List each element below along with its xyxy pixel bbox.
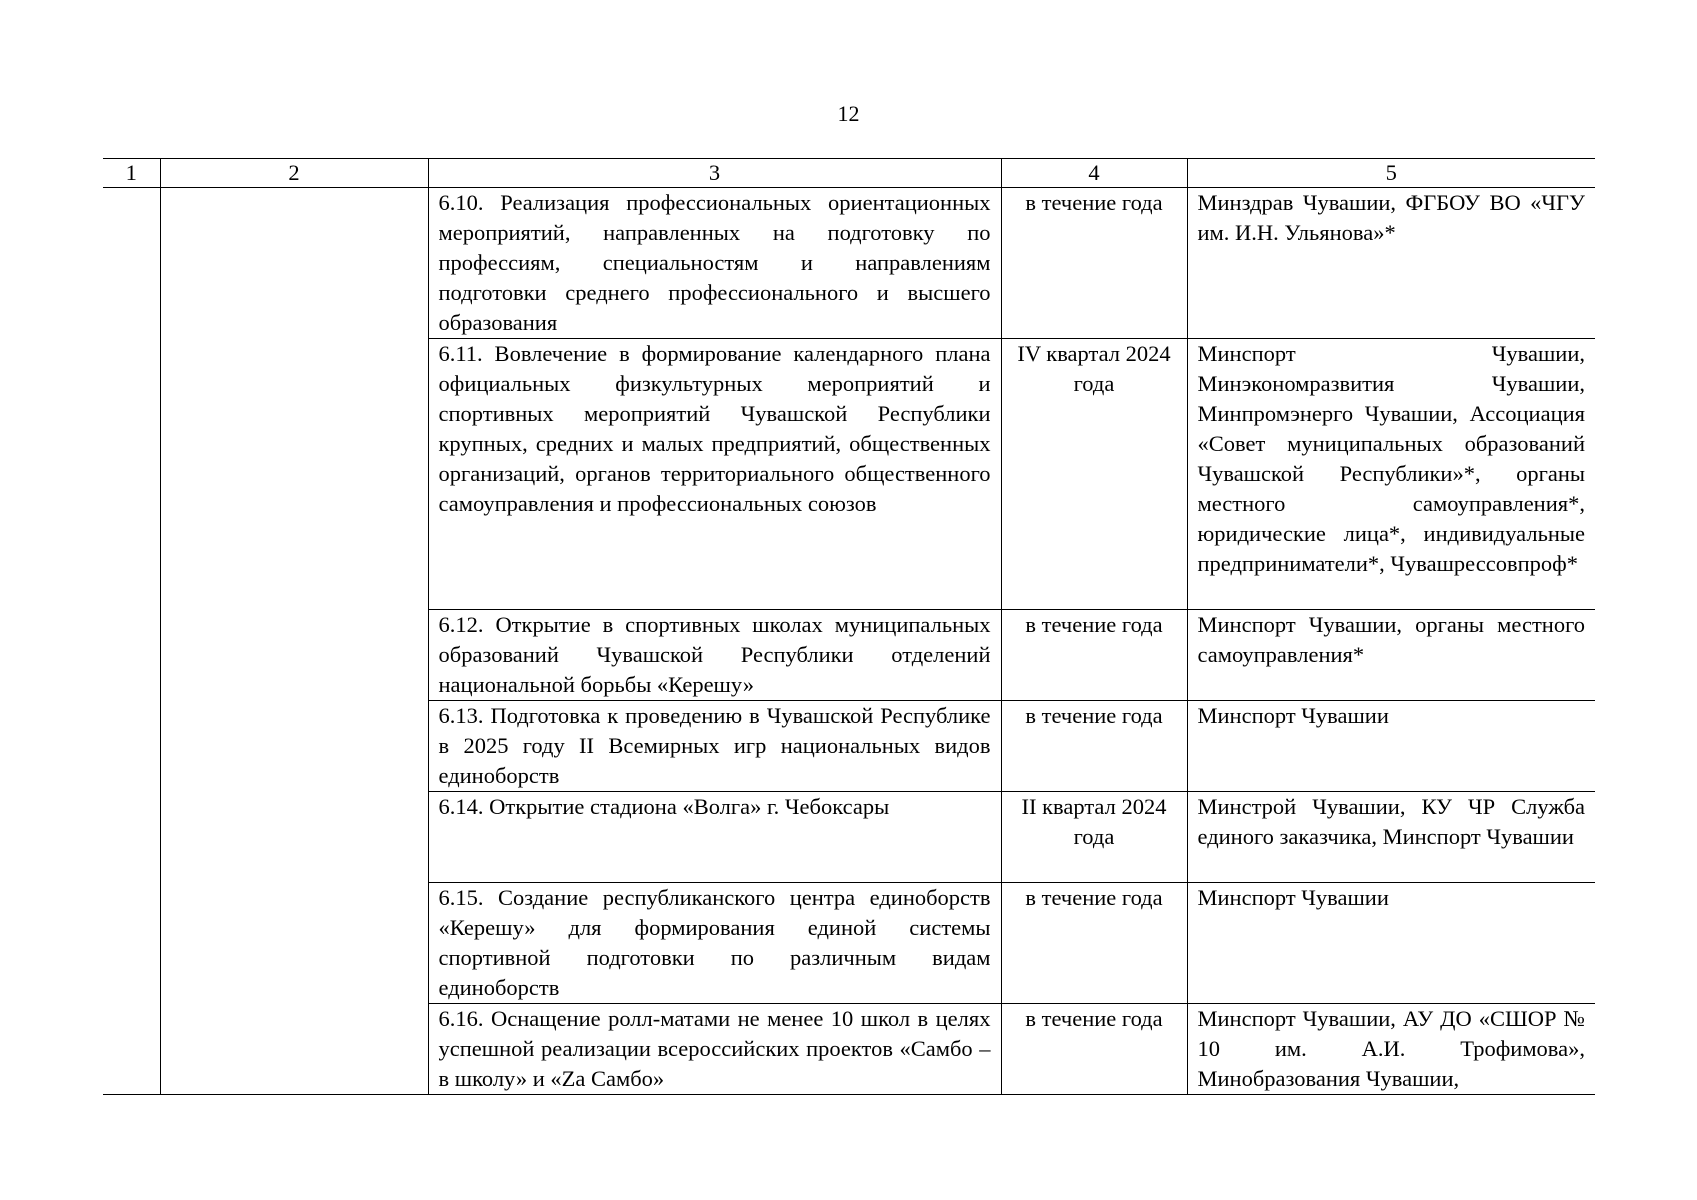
measure-cell: 6.11. Вовлечение в формирование календарного плана официальных физкультурных мероприятий и спортивных мероприятий Чувашской Республики крупных, средних и малых предприятий, общественных организаций, органов территориального общественного самоуправления и профессиональных союзов bbox=[428, 339, 1001, 610]
column-header-1: 1 bbox=[103, 159, 160, 188]
measure-cell: 6.12. Открытие в спортивных школах муниципальных образований Чувашской Республики отделений национальной борьбы «Керешу» bbox=[428, 610, 1001, 701]
measure-cell: 6.15. Создание республиканского центра единоборств «Керешу» для формирования единой системы спортивной подготовки по различным видам единоборств bbox=[428, 883, 1001, 1004]
measure-cell: 6.16. Оснащение ролл-матами не менее 10 школ в целях успешной реализации всероссийских проектов «Самбо – в школу» и «Za Самбо» bbox=[428, 1004, 1001, 1095]
term-cell: в течение года bbox=[1001, 188, 1187, 339]
responsible-cell: Минстрой Чувашии, КУ ЧР Служба единого заказчика, Минспорт Чувашии bbox=[1187, 792, 1595, 883]
column-header-3: 3 bbox=[428, 159, 1001, 188]
responsible-cell: Минспорт Чувашии bbox=[1187, 701, 1595, 792]
page-number: 12 bbox=[837, 101, 860, 126]
responsible-cell: Минспорт Чувашии, Минэкономразвития Чувашии, Минпромэнерго Чувашии, Ассоциация «Совет муниципальных образований Чувашской Республики»*, органы местного самоуправления*, юридические лица*, индивидуальные предприниматели*, Чувашрессовпроф* bbox=[1187, 339, 1595, 610]
table-header-row bbox=[103, 159, 1595, 188]
responsible-cell: Минспорт Чувашии bbox=[1187, 883, 1595, 1004]
term-cell: IV квартал 2024 года bbox=[1001, 339, 1187, 610]
responsible-cell: Минздрав Чувашии, ФГБОУ ВО «ЧГУ им. И.Н. Ульянова»* bbox=[1187, 188, 1595, 339]
column-header-5: 5 bbox=[1187, 159, 1595, 188]
column-header-2: 2 bbox=[160, 159, 428, 188]
term-cell: в течение года bbox=[1001, 1004, 1187, 1095]
responsible-cell: Минспорт Чувашии, АУ ДО «СШОР № 10 им. А.И. Трофимова», Минобразования Чувашии, bbox=[1187, 1004, 1595, 1095]
term-cell: II квартал 2024 года bbox=[1001, 792, 1187, 883]
column-header-4: 4 bbox=[1001, 159, 1187, 188]
measure-cell: 6.10. Реализация профессиональных ориентационных мероприятий, направленных на подготовку по профессиям, специальностям и направлениям подготовки среднего профессионального и высшего образования bbox=[428, 188, 1001, 339]
measure-cell: 6.13. Подготовка к проведению в Чувашской Республике в 2025 году II Всемирных игр национальных видов единоборств bbox=[428, 701, 1001, 792]
cell-col2 bbox=[160, 188, 428, 1095]
table-row bbox=[103, 188, 1595, 339]
term-cell: в течение года bbox=[1001, 883, 1187, 1004]
measure-cell: 6.14. Открытие стадиона «Волга» г. Чебоксары bbox=[428, 792, 1001, 883]
responsible-cell: Минспорт Чувашии, органы местного самоуправления* bbox=[1187, 610, 1595, 701]
term-cell: в течение года bbox=[1001, 610, 1187, 701]
plan-table bbox=[103, 158, 1595, 1095]
term-cell: в течение года bbox=[1001, 701, 1187, 792]
cell-col1 bbox=[103, 188, 160, 1095]
